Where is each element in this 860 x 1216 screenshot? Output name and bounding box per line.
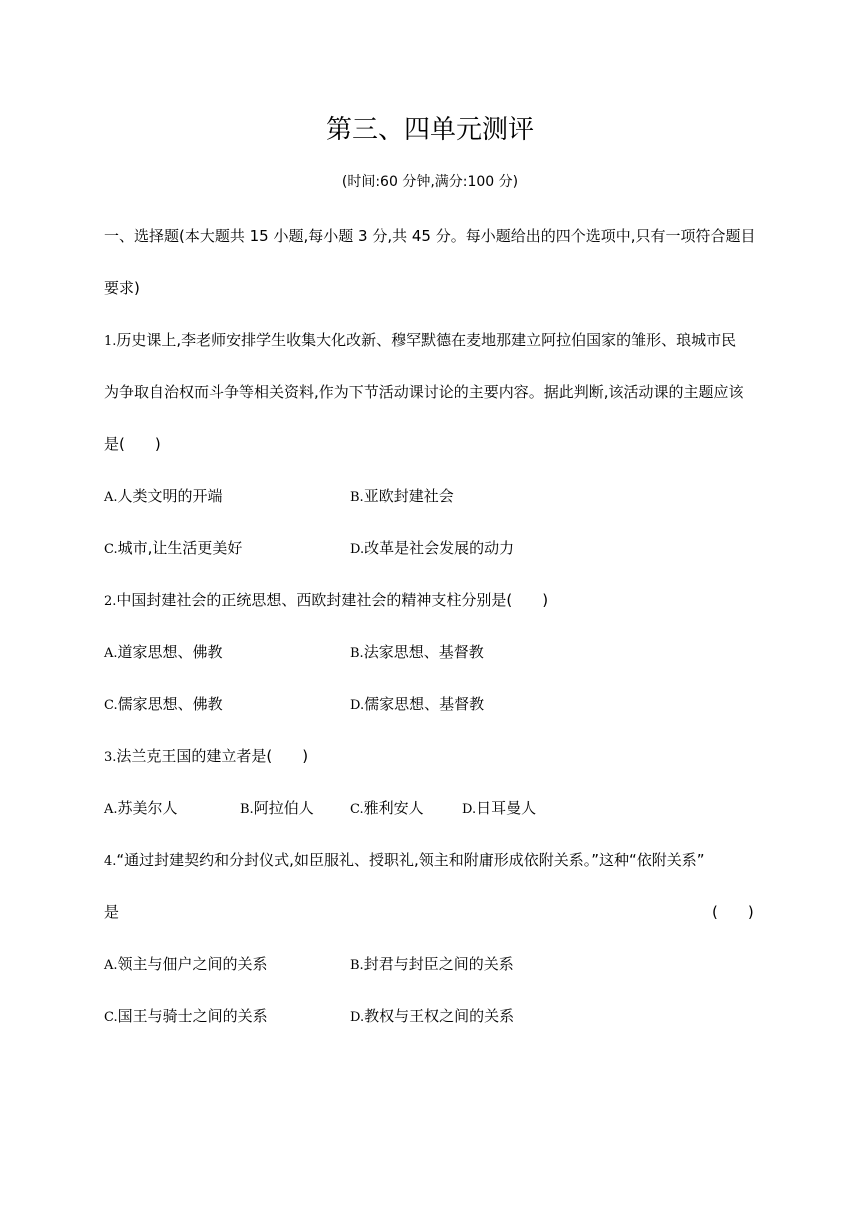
question-1-line-2: 为争取自治权而斗争等相关资料,作为下节活动课讨论的主要内容。据此判断,该活动课的主题应该: [104, 383, 744, 401]
question-1-option-d: [350, 537, 514, 561]
question-4-option-b: [350, 953, 514, 977]
option-text: 儒家思想、基督教: [364, 695, 485, 713]
option-text: 苏美尔人: [117, 799, 178, 817]
question-3-option-b: [240, 797, 314, 821]
exam-info: (时间:60 分钟,满分:100 分): [341, 174, 519, 190]
option-text: 儒家思想、佛教: [117, 695, 223, 713]
question-1-number: 1.: [104, 334, 117, 349]
question-3-number: 3.: [104, 750, 117, 765]
question-1-line-1: [104, 329, 736, 353]
option-text: 法家思想、基督教: [363, 643, 484, 661]
option-text: 阿拉伯人: [253, 799, 314, 817]
question-4-option-d: [350, 1005, 514, 1029]
option-text: 改革是社会发展的动力: [364, 539, 515, 557]
question-2-number: 2.: [104, 594, 117, 609]
question-4-option-c: [104, 1005, 268, 1029]
question-4-text: “通过封建契约和分封仪式,如臣服礼、授职礼,领主和附庸形成依附关系。”这种“依附关系”: [116, 851, 705, 869]
option-letter: D.: [350, 542, 365, 557]
option-letter: A.: [104, 490, 118, 505]
question-2-text: 中国封建社会的正统思想、西欧封建社会的精神支柱分别是( ): [116, 591, 549, 609]
question-3-option-c: [350, 797, 424, 821]
option-letter: B.: [350, 490, 364, 505]
option-text: 国王与骑士之间的关系: [117, 1007, 268, 1025]
option-letter: A.: [104, 802, 118, 817]
question-2-option-a: [104, 641, 223, 665]
question-2-option-d: [350, 693, 484, 717]
option-letter: A.: [104, 646, 118, 661]
section-heading: 一、选择题(本大题共 15 小题,每小题 3 分,共 45 分。每小题给出的四个选项中,只有一项符合题目: [104, 227, 756, 245]
option-letter: C.: [104, 1010, 118, 1025]
question-2-option-b: [350, 641, 484, 665]
question-1-text: 历史课上,李老师安排学生收集大化改新、穆罕默德在麦地那建立阿拉伯国家的雏形、琅城市民: [116, 331, 737, 349]
question-4-option-a: [104, 953, 268, 977]
question-2-option-c: [104, 693, 223, 717]
option-letter: D.: [350, 698, 365, 713]
question-1-option-a: [104, 485, 223, 509]
question-2-line-1: [104, 589, 548, 613]
question-3-option-d: [462, 797, 536, 821]
option-letter: C.: [350, 802, 364, 817]
option-text: 雅利安人: [363, 799, 424, 817]
answer-parenthesis: ( ): [712, 903, 754, 921]
option-text: 日耳曼人: [476, 799, 537, 817]
option-letter: A.: [104, 958, 118, 973]
option-letter: B.: [350, 958, 364, 973]
option-letter: C.: [104, 542, 118, 557]
question-4-line-2: 是: [104, 903, 120, 921]
option-letter: D.: [462, 802, 477, 817]
option-letter: B.: [350, 646, 364, 661]
question-1-line-3: 是( ): [104, 435, 161, 453]
option-text: 人类文明的开端: [117, 487, 223, 505]
option-text: 亚欧封建社会: [363, 487, 454, 505]
question-4-line-1: [104, 849, 705, 873]
question-3-text: 法兰克王国的建立者是( ): [116, 747, 309, 765]
option-letter: C.: [104, 698, 118, 713]
option-text: 道家思想、佛教: [117, 643, 223, 661]
option-letter: B.: [240, 802, 254, 817]
question-4-number: 4.: [104, 854, 117, 869]
question-3-option-a: [104, 797, 178, 821]
option-letter: D.: [350, 1010, 365, 1025]
option-text: 封君与封臣之间的关系: [363, 955, 514, 973]
option-text: 领主与佃户之间的关系: [117, 955, 268, 973]
page-title: 第三、四单元测评: [325, 115, 534, 145]
question-1-option-c: [104, 537, 242, 561]
question-3-line-1: [104, 745, 308, 769]
option-text: 教权与王权之间的关系: [364, 1007, 515, 1025]
question-1-option-b: [350, 485, 454, 509]
option-text: 城市,让生活更美好: [117, 539, 243, 557]
section-heading-cont: 要求): [104, 279, 140, 297]
